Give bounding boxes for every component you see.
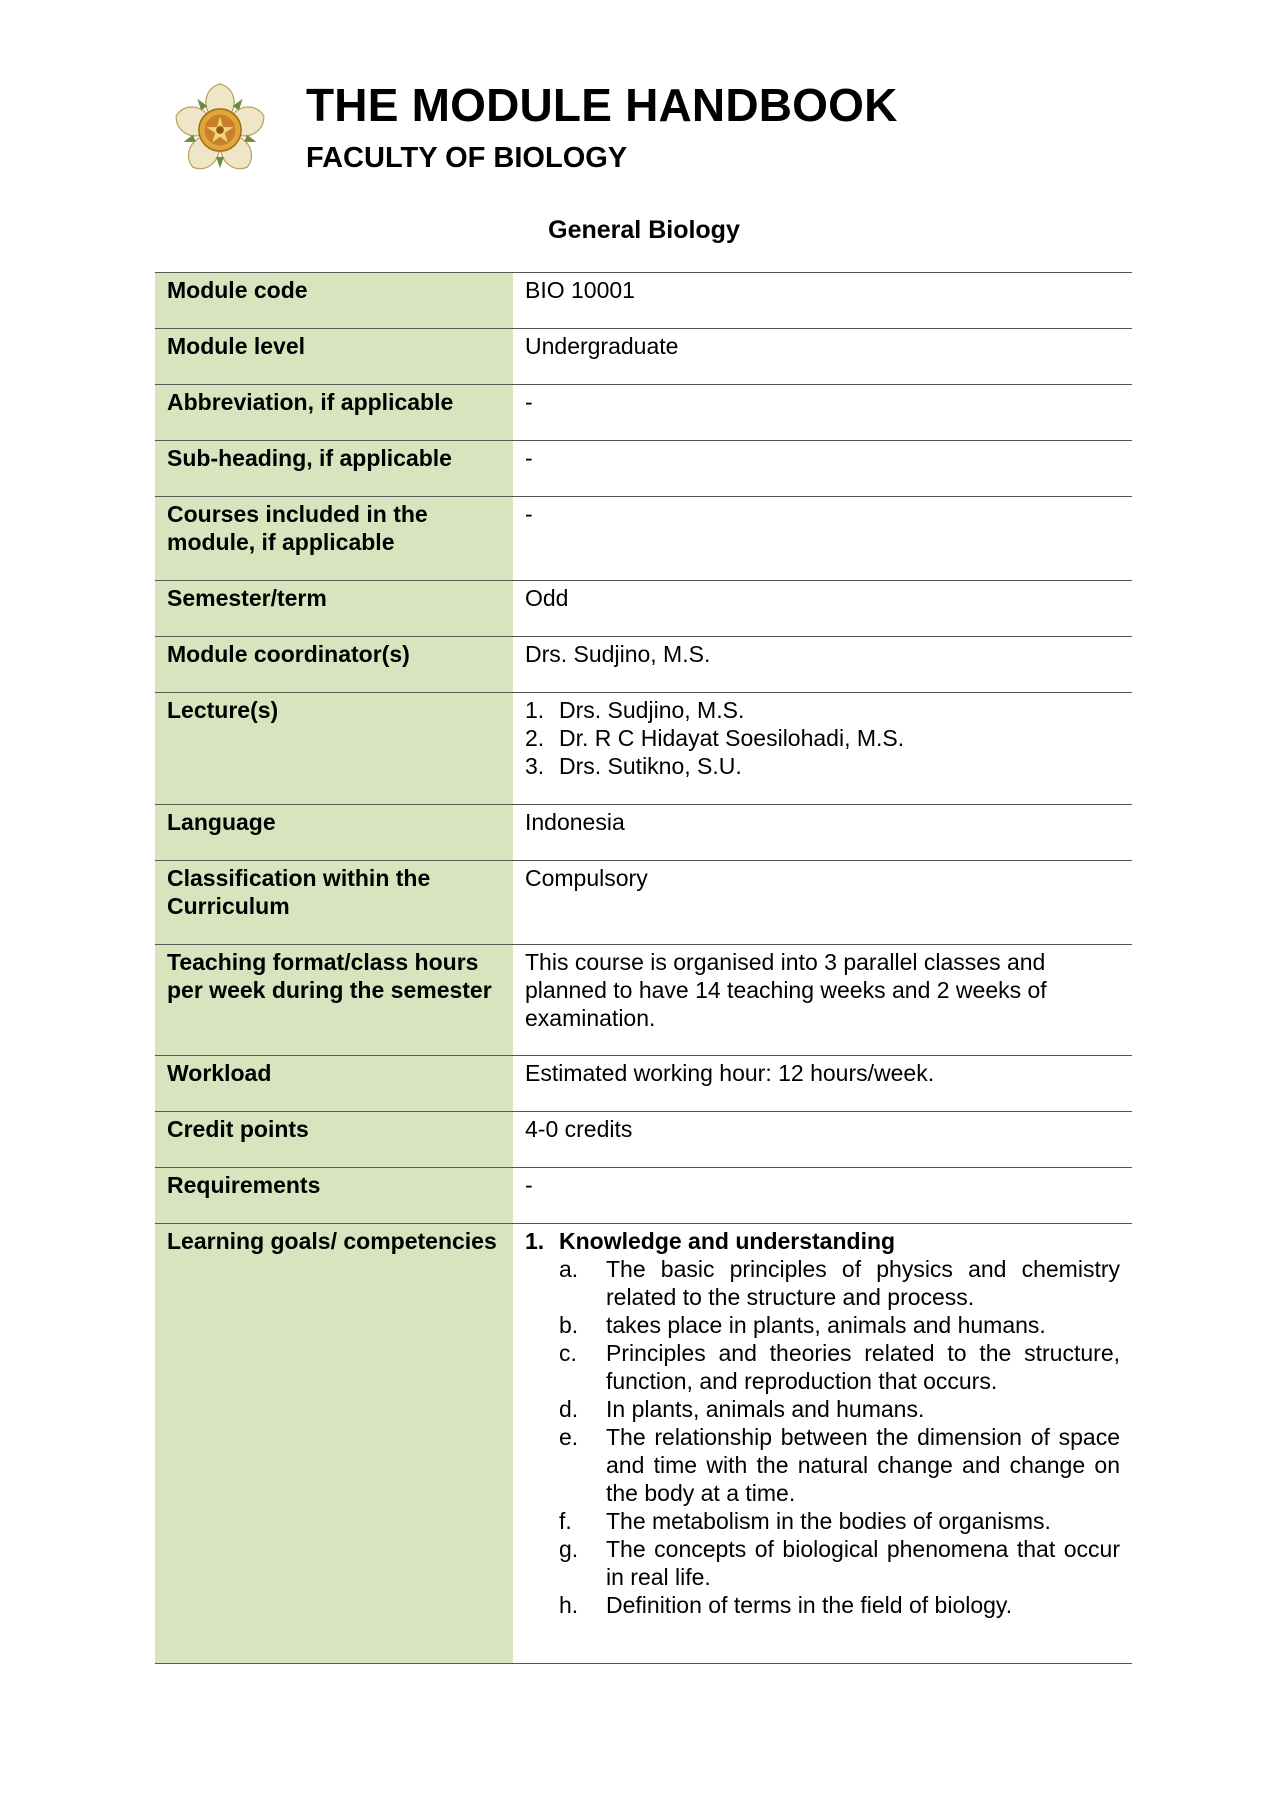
learning-goals-label: Learning goals/ competencies xyxy=(155,1224,513,1664)
requirements-value: - xyxy=(525,1172,533,1198)
list-item xyxy=(525,752,1120,780)
abbreviation-label: Abbreviation, if applicable xyxy=(155,385,513,441)
abbreviation-value: - xyxy=(525,389,533,415)
goal-text: Definition of terms in the field of biology. xyxy=(606,1592,1013,1618)
list-number: 1. xyxy=(525,1228,545,1254)
module-level-label: Module level xyxy=(155,329,513,385)
semester-value: Odd xyxy=(525,585,569,611)
goal-text: The relationship between the dimension of space and time with the natural change and change on the body at a time. xyxy=(606,1424,1120,1506)
list-item xyxy=(559,1339,1120,1395)
classification-value: Compulsory xyxy=(525,865,648,891)
row-language xyxy=(155,805,1132,861)
row-subheading xyxy=(155,441,1132,497)
list-item xyxy=(559,1395,1120,1423)
list-letter: f. xyxy=(559,1508,572,1534)
list-number: 2. xyxy=(525,725,545,751)
row-semester xyxy=(155,581,1132,637)
module-name-heading: General Biology xyxy=(548,216,740,244)
credit-points-value: 4-0 credits xyxy=(525,1116,633,1142)
requirements-label: Requirements xyxy=(155,1168,513,1224)
row-credit-points xyxy=(155,1112,1132,1168)
goal-text: Principles and theories related to the structure, function, and reproduction that occurs. xyxy=(606,1340,1120,1394)
list-letter: g. xyxy=(559,1536,579,1562)
row-lectures xyxy=(155,693,1132,805)
learning-goals-heading-text: Knowledge and understanding xyxy=(559,1228,896,1254)
module-code-value: BIO 10001 xyxy=(525,277,635,303)
list-letter: e. xyxy=(559,1424,579,1450)
credit-points-label: Credit points xyxy=(155,1112,513,1168)
list-item xyxy=(525,724,1120,752)
module-code-label: Module code xyxy=(155,273,513,329)
module-level-value: Undergraduate xyxy=(525,333,679,359)
row-courses-included xyxy=(155,497,1132,581)
list-number: 3. xyxy=(525,753,545,779)
goal-text: In plants, animals and humans. xyxy=(606,1396,925,1422)
lecturer-name: Drs. Sutikno, S.U. xyxy=(559,753,742,779)
row-teaching-format xyxy=(155,945,1132,1056)
list-item xyxy=(559,1535,1120,1591)
learning-goals-heading xyxy=(525,1227,1120,1255)
list-item xyxy=(559,1591,1120,1619)
teaching-format-label: Teaching format/class hours per week during the semester xyxy=(155,945,513,1056)
language-label: Language xyxy=(155,805,513,861)
lecturer-name: Drs. Sudjino, M.S. xyxy=(559,697,745,723)
courses-included-label: Courses included in the module, if applicable xyxy=(155,497,513,581)
row-coordinator xyxy=(155,637,1132,693)
list-item xyxy=(559,1311,1120,1339)
lecturer-name: Dr. R C Hidayat Soesilohadi, M.S. xyxy=(559,725,905,751)
goal-text: The concepts of biological phenomena that occur in real life. xyxy=(606,1536,1120,1590)
row-workload xyxy=(155,1056,1132,1112)
learning-goals-value xyxy=(513,1224,1132,1664)
workload-label: Workload xyxy=(155,1056,513,1112)
list-number: 1. xyxy=(525,697,545,723)
module-spec-table xyxy=(155,272,1132,1664)
list-letter: c. xyxy=(559,1340,577,1366)
coordinator-value: Drs. Sudjino, M.S. xyxy=(525,641,711,667)
row-requirements xyxy=(155,1168,1132,1224)
university-emblem-icon xyxy=(172,82,268,178)
subheading-label: Sub-heading, if applicable xyxy=(155,441,513,497)
row-learning-goals xyxy=(155,1224,1132,1664)
list-letter: d. xyxy=(559,1396,579,1422)
language-value: Indonesia xyxy=(525,809,625,835)
teaching-format-value: This course is organised into 3 parallel classes and planned to have 14 teaching weeks and 2 weeks of examination. xyxy=(525,949,1047,1031)
handbook-title: THE MODULE HANDBOOK xyxy=(306,79,898,131)
faculty-subtitle: FACULTY OF BIOLOGY xyxy=(306,142,628,174)
classification-label: Classification within the Curriculum xyxy=(155,861,513,945)
goal-text: The basic principles of physics and chemistry related to the structure and process. xyxy=(606,1256,1120,1310)
workload-value: Estimated working hour: 12 hours/week. xyxy=(525,1060,935,1086)
list-item xyxy=(559,1507,1120,1535)
lectures-value xyxy=(513,693,1132,805)
goal-text: The metabolism in the bodies of organisms. xyxy=(606,1508,1051,1534)
goal-text: takes place in plants, animals and humans. xyxy=(606,1312,1046,1338)
row-classification xyxy=(155,861,1132,945)
lectures-label: Lecture(s) xyxy=(155,693,513,805)
coordinator-label: Module coordinator(s) xyxy=(155,637,513,693)
list-item xyxy=(559,1423,1120,1507)
row-abbreviation xyxy=(155,385,1132,441)
list-item xyxy=(525,696,1120,724)
list-letter: a. xyxy=(559,1256,579,1282)
courses-included-value: - xyxy=(525,501,533,527)
list-letter: h. xyxy=(559,1592,579,1618)
row-module-level xyxy=(155,329,1132,385)
list-item xyxy=(559,1255,1120,1311)
semester-label: Semester/term xyxy=(155,581,513,637)
subheading-value: - xyxy=(525,445,533,471)
row-module-code xyxy=(155,273,1132,329)
list-letter: b. xyxy=(559,1312,579,1338)
